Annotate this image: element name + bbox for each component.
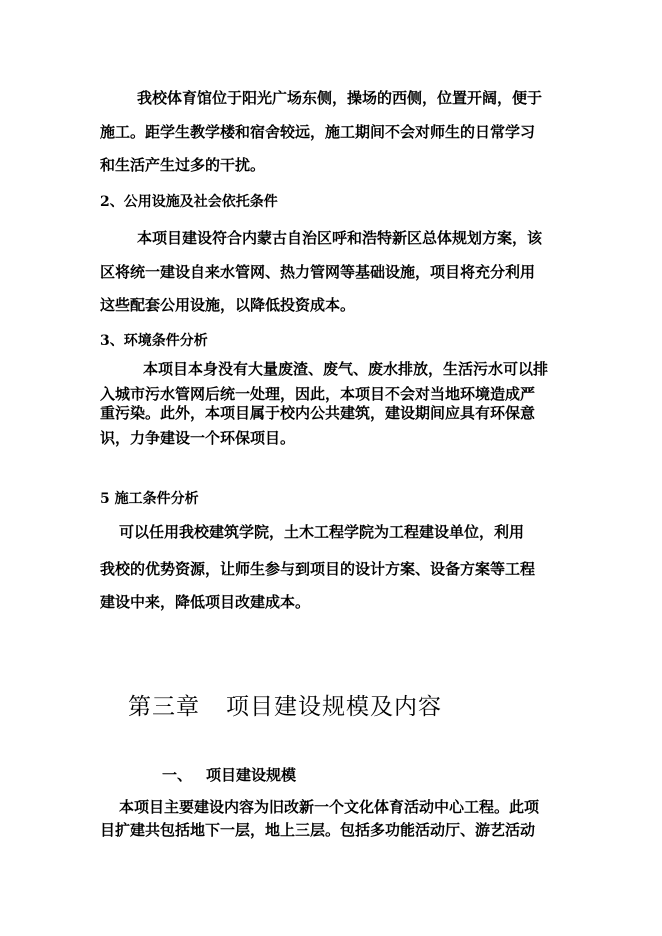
paragraph-line: 区将统一建设自来水管网、热力管网等基础设施，项目将充分利用 bbox=[100, 263, 536, 281]
paragraph-line: 识，力争建设一个环保项目。 bbox=[100, 429, 296, 447]
section-heading-environment: 3、环境条件分析 bbox=[100, 333, 208, 349]
paragraph-line: 这些配套公用设施，以降低投资成本。 bbox=[100, 296, 356, 314]
paragraph-line: 建设中来，降低项目改建成本。 bbox=[100, 593, 311, 611]
subsection-heading bbox=[162, 765, 296, 785]
section-heading-utilities: 2、公用设施及社会依托条件 bbox=[100, 194, 278, 210]
paragraph-line: 和生活产生过多的干扰。 bbox=[100, 156, 266, 174]
paragraph-line: 我校的优势资源，让师生参与到项目的设计方案、设备方案等工程 bbox=[100, 560, 536, 578]
paragraph-line: 我校体育馆位于阳光广场东侧，操场的西侧，位置开阔，便于 bbox=[137, 89, 543, 107]
chapter-number: 第三章 bbox=[128, 694, 200, 720]
paragraph-line: 本项目主要建设内容为旧改新一个文化体育活动中心工程。此项 bbox=[119, 798, 540, 816]
paragraph-line: 本项目本身没有大量废渣、废气、废水排放，生活污水可以排 bbox=[143, 360, 549, 378]
paragraph-line: 目扩建共包括地下一层，地上三层。包括多功能活动厅、游艺活动 bbox=[100, 821, 536, 839]
subsection-title: 项目建设规模 bbox=[206, 766, 297, 784]
paragraph-line: 施工。距学生教学楼和宿舍较远，施工期间不会对师生的日常学习 bbox=[100, 123, 536, 141]
paragraph-line: 入城市污水管网后统一处理，因此，本项目不会对当地环境造成严 bbox=[100, 385, 536, 403]
chapter-title bbox=[128, 692, 442, 722]
section-heading-construction: 5 施工条件分析 bbox=[100, 491, 199, 507]
chapter-name: 项目建设规模及内容 bbox=[226, 694, 442, 720]
paragraph-line: 重污染。此外，本项目属于校内公共建筑，建设期间应具有环保意 bbox=[100, 404, 536, 422]
subsection-number: 一、 bbox=[162, 766, 193, 784]
paragraph-line: 本项目建设符合内蒙古自治区呼和浩特新区总体规划方案，该 bbox=[137, 229, 543, 247]
paragraph-line: 可以任用我校建筑学院，土木工程学院为工程建设单位，利用 bbox=[119, 523, 525, 541]
